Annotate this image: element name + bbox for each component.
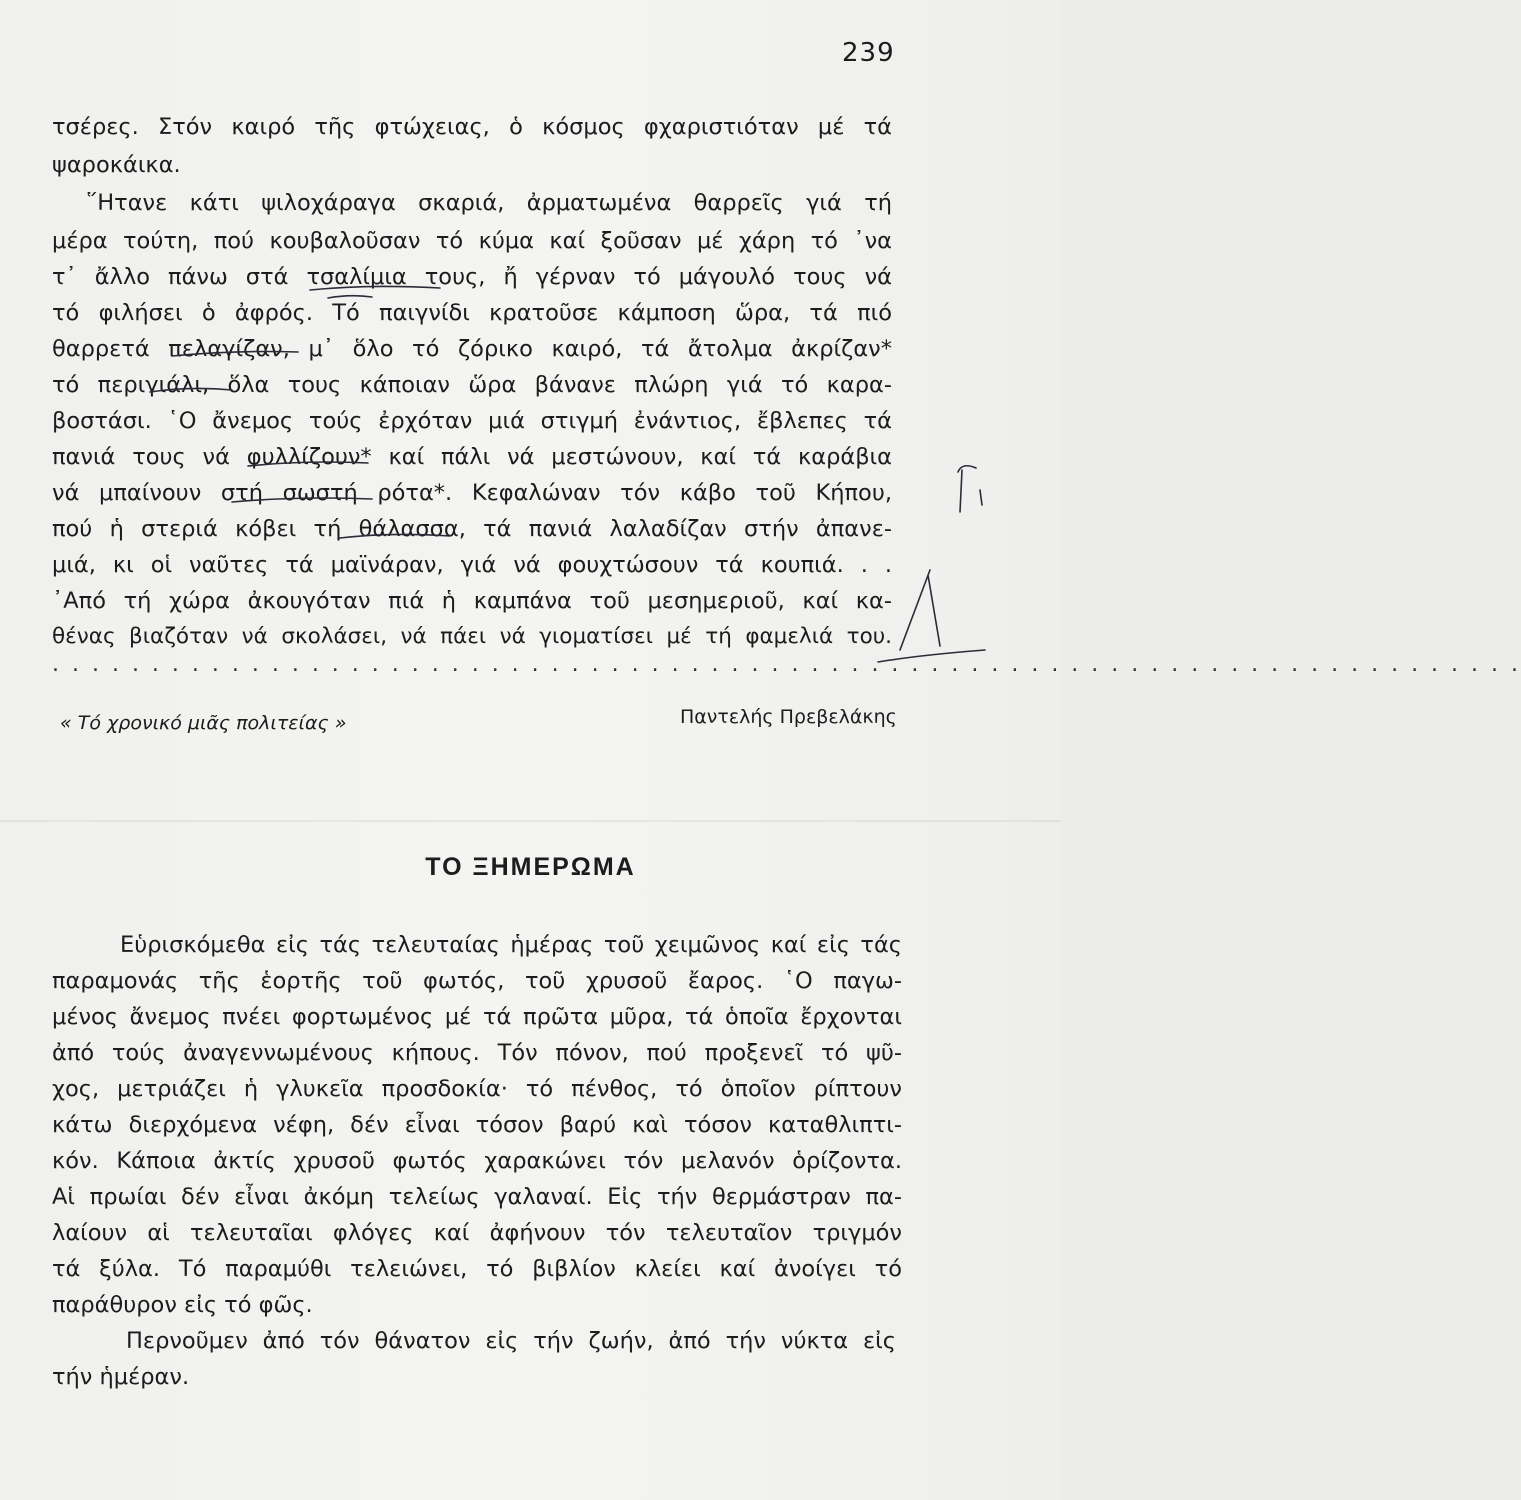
excerpt-line: πού ἡ στεριά κόβει τή θάλασσα, τά πανιά λαλαδίζαν στήν ἀπανε- (52, 516, 892, 542)
section-line: μένος ἄνεμος πνέει φορτωμένος μέ τά πρῶτα μῦρα, τά ὁποῖα ἔρχονται (52, 1004, 902, 1030)
excerpt-line: μέρα τούτη, πού κουβαλοῦσαν τό κύμα καί ξοῦσαν μέ χάρη τό ᾽να (52, 228, 892, 254)
margin-mark-lambda (878, 570, 985, 662)
excerpt-line: ᾽Από τή χώρα ἀκουγόταν πιά ἡ καμπάνα τοῦ μεσημεριοῦ, καί κα- (52, 588, 892, 614)
section-line: Αἱ πρωίαι δέν εἶναι ἀκόμη τελείως γαλαναί. Εἰς τήν θερμάστραν πα- (52, 1184, 902, 1210)
section-title: ΤΟ ΞΗΜΕΡΩΜΑ (425, 853, 636, 881)
paper-fold (0, 820, 1061, 822)
excerpt-line: τσέρες. Στόν καιρό τῆς φτώχειας, ὁ κόσμος φχαριστιόταν μέ τά (52, 114, 892, 140)
dotted-separator: . . . . . . . . . . . . . . . . . . . . . . . . . . . . . . . . . . . . . . . . . . . . . . . . . . . . . . . . . . . . . . . . . . . . . . . . . . (52, 652, 1521, 677)
excerpt-line: θαρρετά πελαγίζαν, μ᾽ ὅλο τό ζόρικο καιρό, τά ἄτολμα ἀκρίζαν* (52, 336, 892, 362)
section-line: παραμονάς τῆς ἑορτῆς τοῦ φωτός, τοῦ χρυσοῦ ἔαρος. ῾Ο παγω- (52, 968, 902, 994)
section-line: λαίουν αἱ τελευταῖαι φλόγες καί ἀφήνουν τόν τελευταῖον τριγμόν (52, 1220, 902, 1246)
excerpt-line: μιά, κι οἱ ναῦτες τά μαϊνάραν, γιά νά φουχτώσουν τά κουπιά. . . (52, 552, 892, 578)
excerpt-line: νά μπαίνουν στή σωστή ρότα*. Κεφαλώναν τόν κάβο τοῦ Κήπου, (52, 480, 892, 506)
excerpt-line: πανιά τους νά φυλλίζουν* καί πάλι νά μεστώνουν, καί τά καράβια (52, 444, 892, 470)
excerpt-line: τό φιλήσει ὁ ἀφρός. Τό παιγνίδι κρατοῦσε κάμποση ὥρα, τά πιό (52, 300, 892, 326)
excerpt-line: βοστάσι. ῾Ο ἄνεμος τούς ἐρχόταν μιά στιγμή ἐνάντιος, ἔβλεπες τά (52, 408, 892, 434)
author-name: Παντελής Πρεβελάκης (680, 706, 897, 728)
source-title: « Τό χρονικό μιᾶς πολιτείας » (60, 712, 347, 734)
excerpt-line: ψαροκάικα. (52, 152, 181, 178)
section-line: παράθυρον εἰς τό φῶς. (52, 1292, 313, 1318)
margin-mark-g (958, 466, 982, 512)
excerpt-line: ῞Ητανε κάτι ψιλοχάραγα σκαριά, ἀρματωμένα θαρρεῖς γιά τή (86, 190, 892, 216)
section-line: ἀπό τούς ἀναγεννωμένους κήπους. Τόν πόνον, πού προξενεῖ τό ψῦ- (52, 1040, 902, 1066)
section-line: κόν. Κάποια ἀκτίς χρυσοῦ φωτός χαρακώνει τόν μελανόν ὁρίζοντα. (52, 1148, 902, 1174)
section-line: κάτω διερχόμενα νέφη, δέν εἶναι τόσον βαρύ καὶ τόσον καταθλιπτι- (52, 1112, 902, 1138)
excerpt-line: θένας βιαζόταν νά σκολάσει, νά πάει νά γιοματίσει μέ τή φαμελιά του. (52, 624, 892, 649)
section-line: Εὑρισκόμεθα εἰς τάς τελευταίας ἡμέρας τοῦ χειμῶνος καί εἰς τάς (120, 932, 902, 958)
section-line: τά ξύλα. Τό παραμύθι τελειώνει, τό βιβλίον κλείει καί ἀνοίγει τό (52, 1256, 902, 1282)
section-line: τήν ἡμέραν. (52, 1364, 190, 1390)
page-number: 239 (842, 38, 895, 68)
section-line: χος, μετριάζει ἡ γλυκεῖα προσδοκία· τό πένθος, τό ὁποῖον ρίπτουν (52, 1076, 902, 1102)
section-line: Περνοῦμεν ἀπό τόν θάνατον εἰς τήν ζωήν, ἀπό τήν νύκτα εἰς (126, 1328, 896, 1354)
excerpt-line: τό περιγιάλι, ὅλα τους κάποιαν ὥρα βάνανε πλώρη γιά τό καρα- (52, 372, 892, 398)
excerpt-line: τ᾽ ἄλλο πάνω στά τσαλίμια τους, ἤ γέρναν τό μάγουλό τους νά (52, 264, 892, 290)
